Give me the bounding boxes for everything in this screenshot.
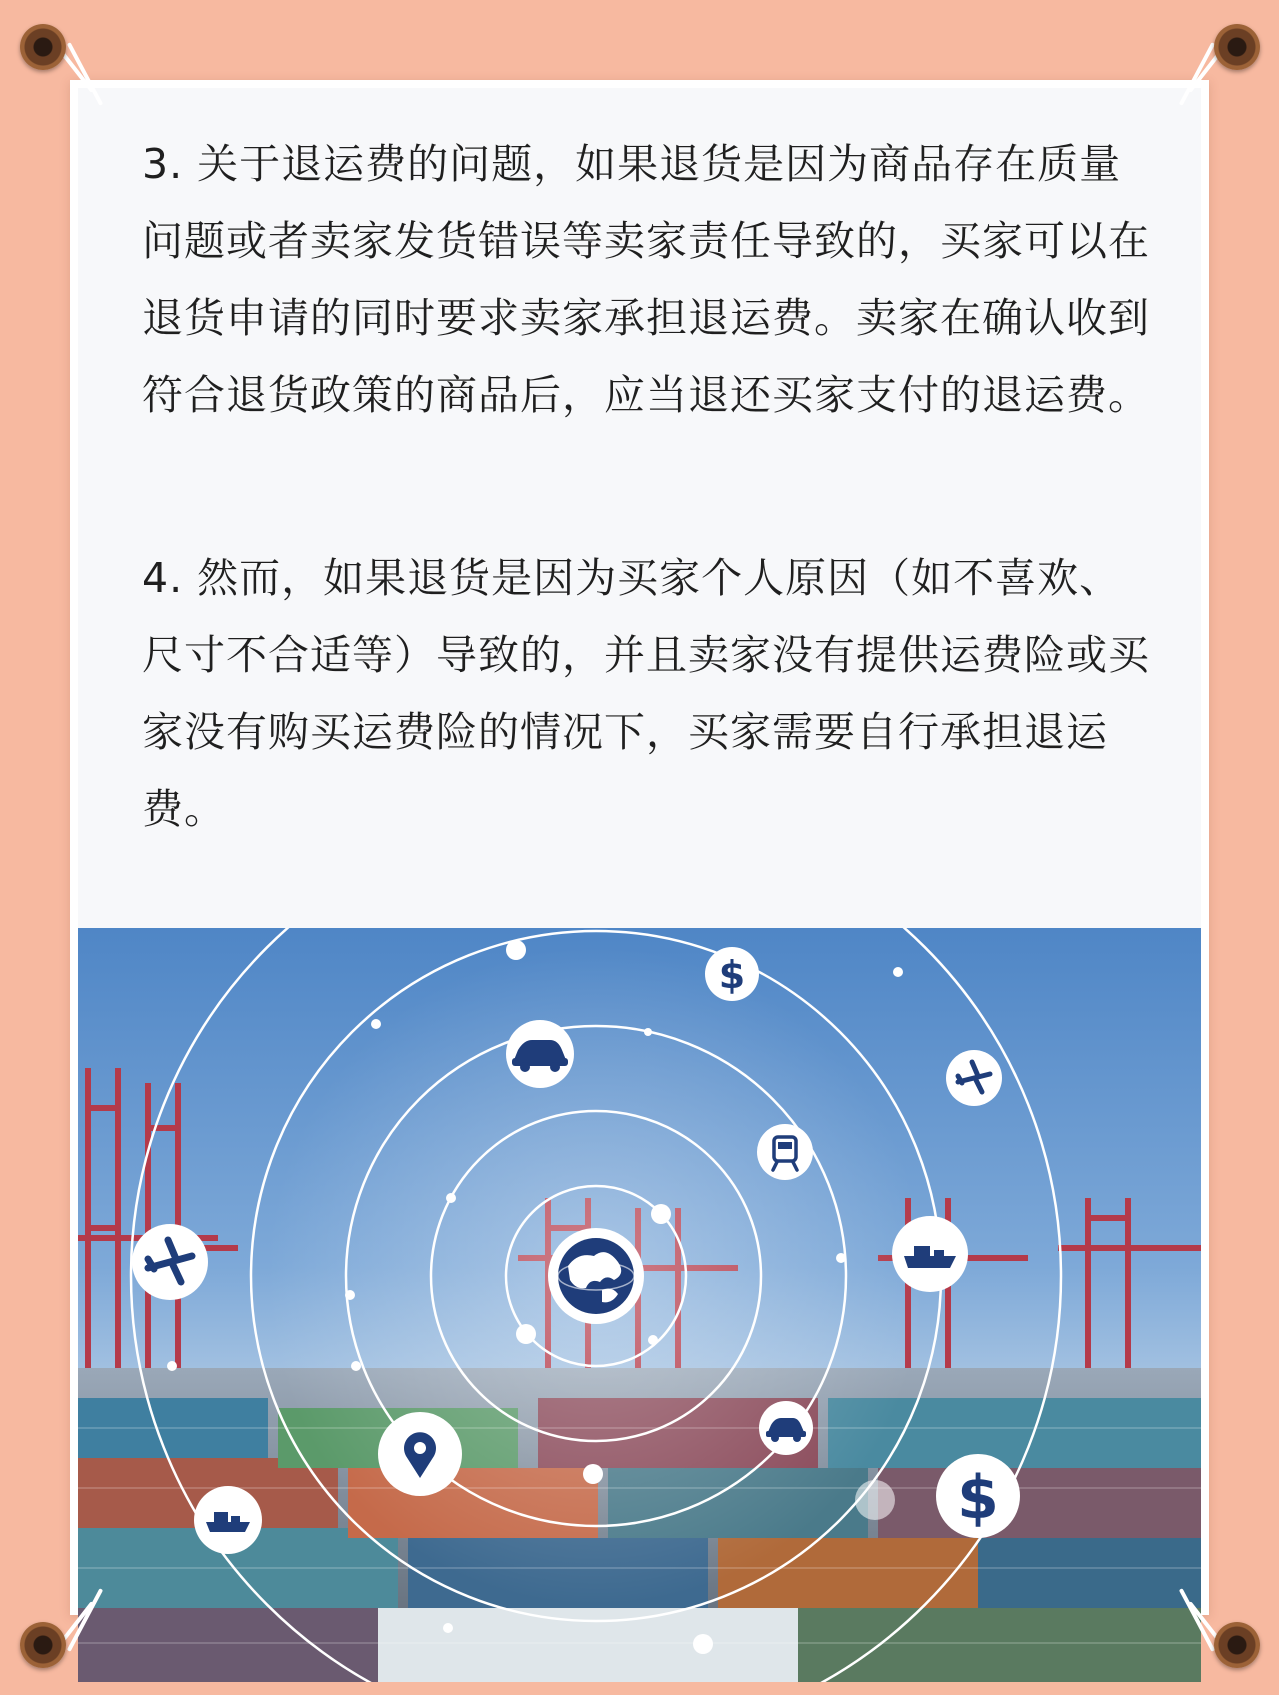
ship-icon: [194, 1486, 262, 1554]
svg-text:$: $: [718, 953, 746, 997]
corner-pin-bottom-left: [20, 1622, 66, 1668]
train-icon: [757, 1124, 813, 1180]
logistics-photo: [78, 928, 1201, 1682]
dollar-icon: [936, 1454, 1020, 1538]
corner-pin-top-right: [1214, 24, 1260, 70]
content-card: [70, 80, 1209, 1615]
airplane-icon: [132, 1224, 208, 1300]
svg-text:$: $: [957, 1463, 999, 1533]
location-pin-icon: [378, 1412, 462, 1496]
airplane-icon: [946, 1050, 1002, 1106]
corner-pin-top-left: [20, 24, 66, 70]
paragraph-4: 4. 然而，如果退货是因为买家个人原因（如不喜欢、尺寸不合适等）导致的，并且卖家没有提供运费险或买家没有购买运费险的情况下，买家需要自行承担退运费。: [142, 554, 1150, 833]
text-panel: [78, 88, 1201, 928]
ship-icon: [892, 1216, 968, 1292]
car-icon: [506, 1020, 574, 1088]
car-icon: [759, 1401, 813, 1455]
dollar-icon: [705, 947, 759, 1001]
globe-icon: [548, 1228, 644, 1324]
paragraph-3: 3. 关于退运费的问题，如果退货是因为商品存在质量问题或者卖家发货错误等卖家责任导致的，买家可以在退货申请的同时要求卖家承担退运费。卖家在确认收到符合退货政策的商品后，应当退还买家支付的退运费。: [142, 140, 1150, 419]
corner-pin-bottom-right: [1214, 1622, 1260, 1668]
